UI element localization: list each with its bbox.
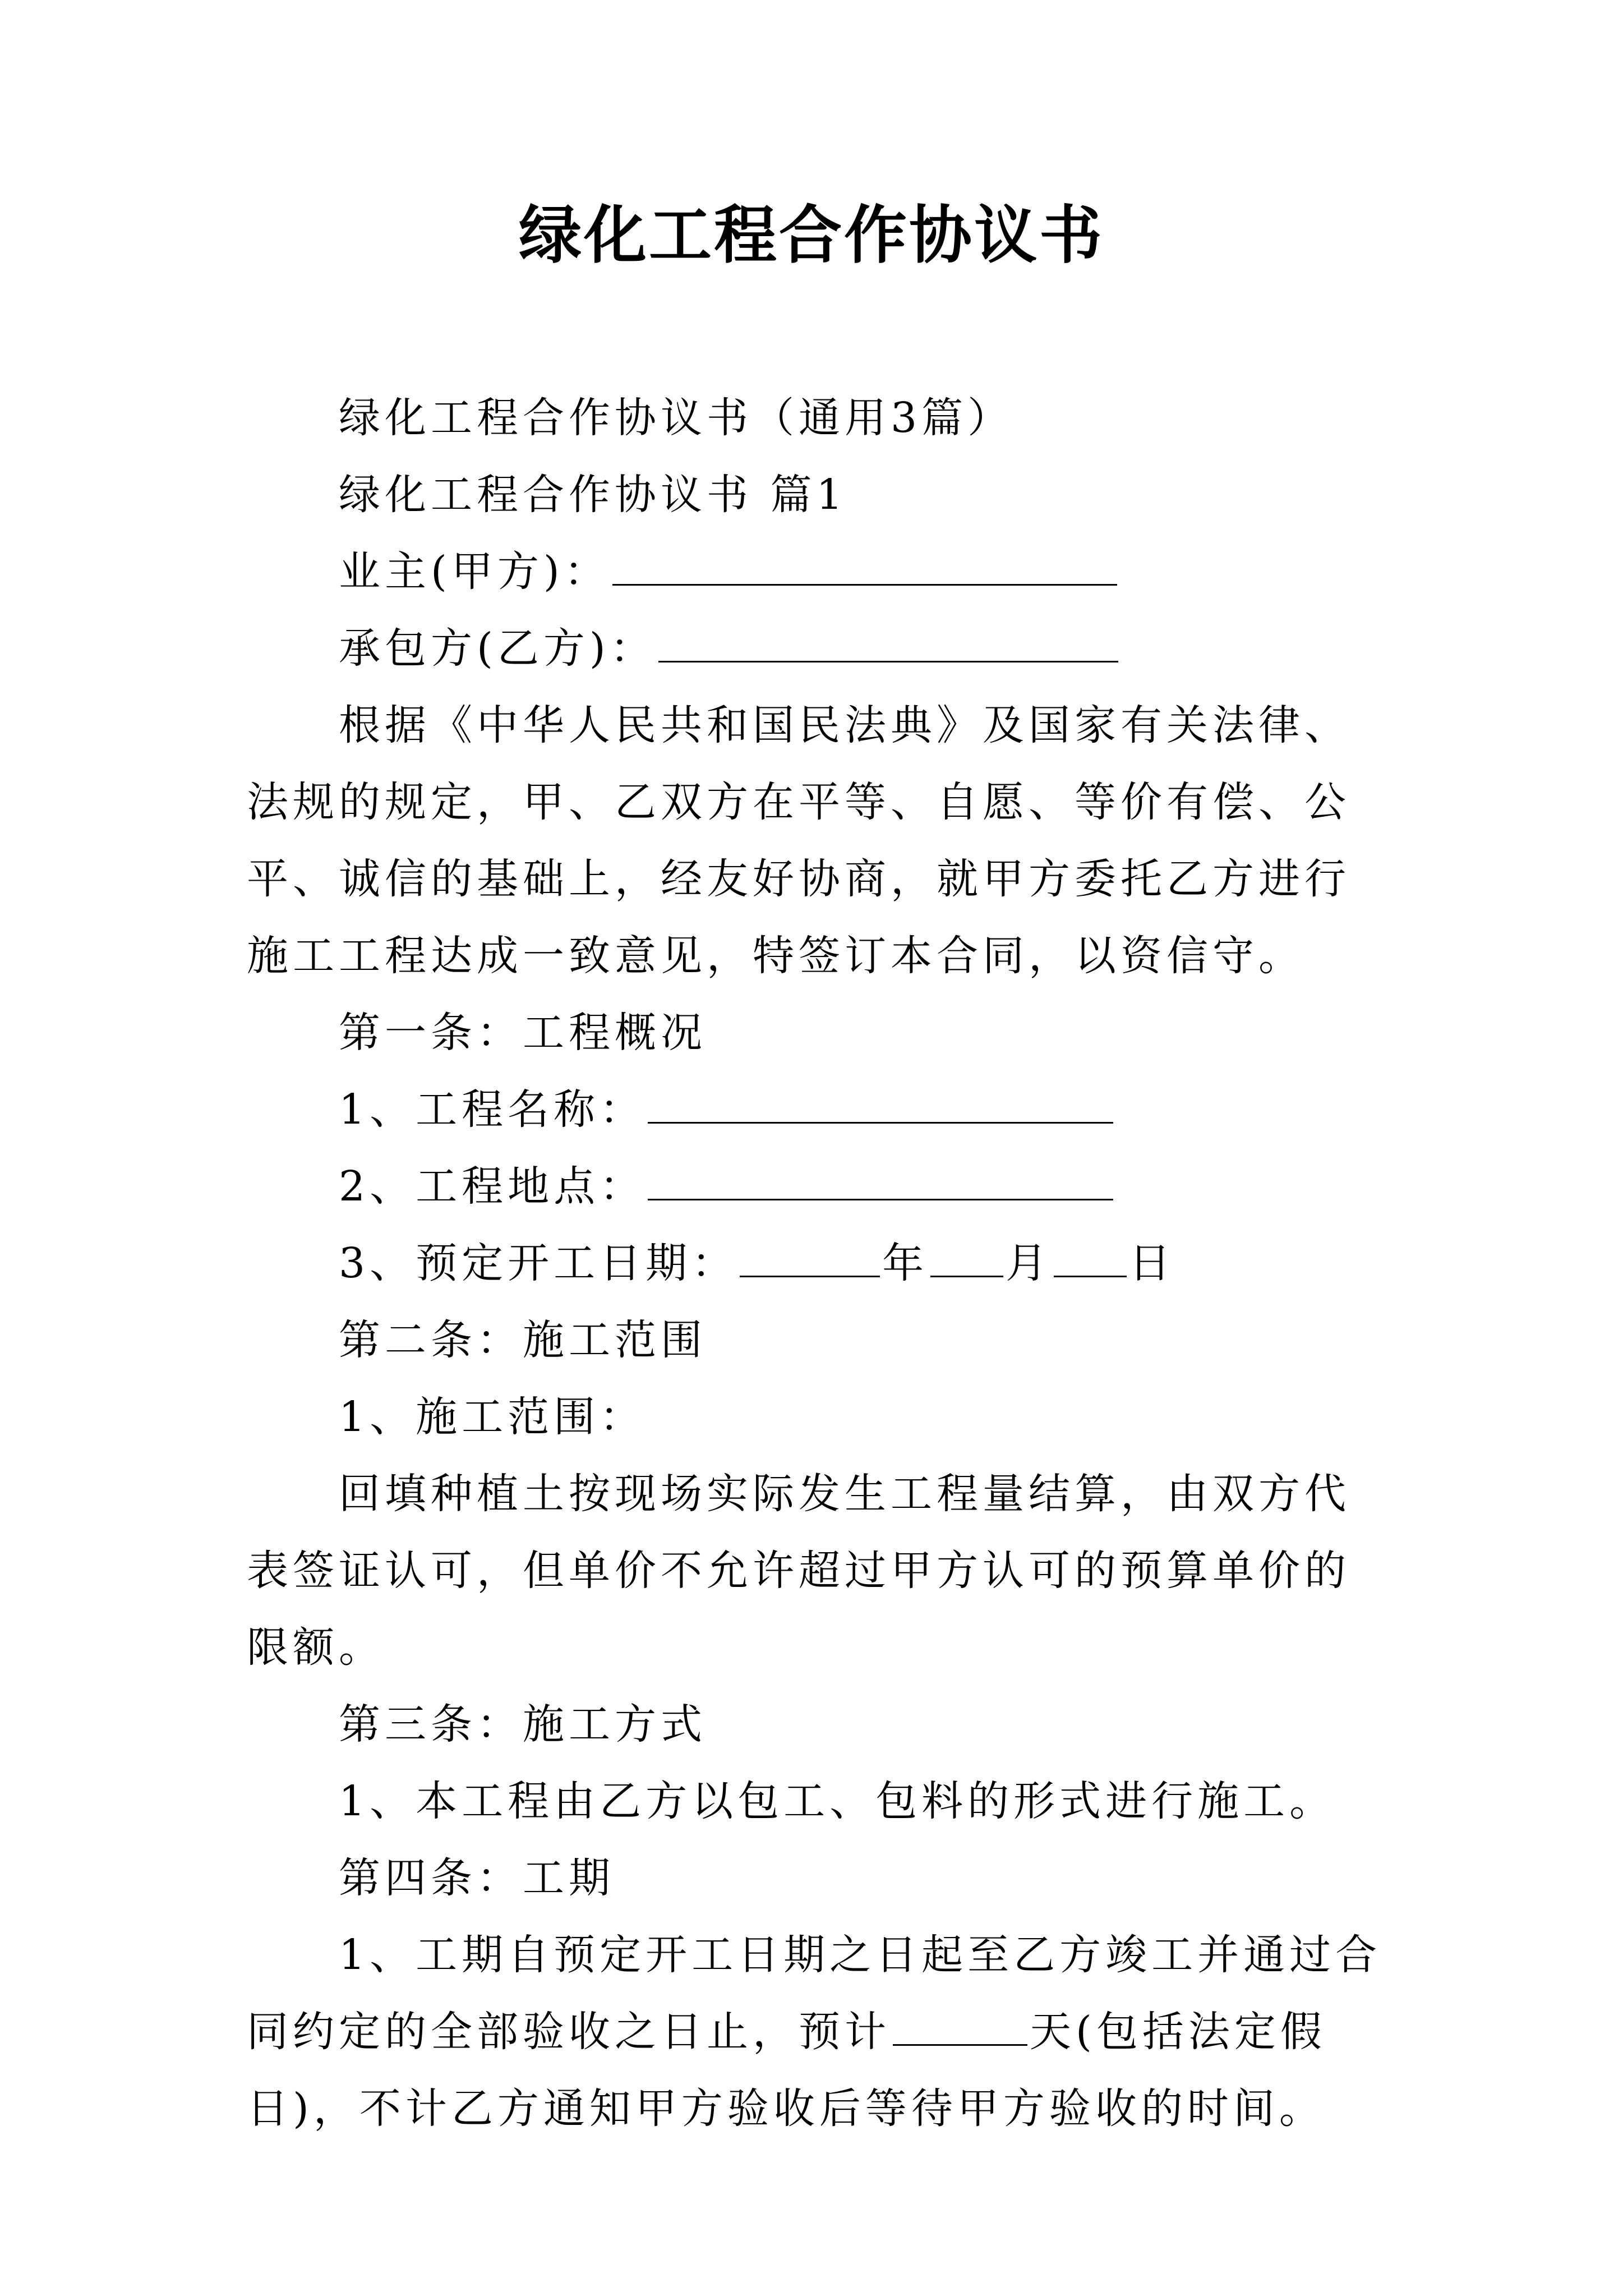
- scope-item: 1、施工范围：: [339, 1393, 646, 1441]
- document-body: [247, 380, 1391, 2147]
- project-location-label: 2、工程地点：: [339, 1162, 646, 1211]
- project-name-line: [247, 1071, 1391, 1148]
- day-blank: [1054, 1234, 1127, 1277]
- day-label: 日: [1129, 1239, 1175, 1287]
- article1-heading: 第一条：工程概况: [339, 1009, 707, 1057]
- article2-heading: 第二条：施工范围: [339, 1316, 707, 1364]
- owner-line: [247, 533, 1391, 610]
- section-heading: 绿化工程合作协议书 篇1: [339, 471, 847, 519]
- schedule-text-2: 天(包括法定假日)，不计乙方通知甲方验收后等待甲方验收的时间。: [247, 2008, 1326, 2133]
- project-name-label: 1、工程名称：: [339, 1085, 646, 1134]
- owner-label: 业主(甲方)：: [339, 547, 610, 596]
- project-location-blank: [648, 1157, 1113, 1200]
- year-blank: [740, 1234, 880, 1277]
- article4-heading: 第四条：工期: [339, 1854, 615, 1902]
- owner-blank: [612, 542, 1117, 586]
- start-date-label: 3、预定开工日期：: [339, 1239, 738, 1287]
- subtitle: 绿化工程合作协议书（通用3篇）: [339, 394, 1014, 442]
- intro-paragraph: 根据《中华人民共和国民法典》及国家有关法律、法规的规定，甲、乙双方在平等、自愿、等价有偿、公平、诚信的基础上，经友好协商，就甲方委托乙方进行施工工程达成一致意见，特签订本合同，以资信守。: [247, 701, 1350, 980]
- days-blank: [893, 2003, 1027, 2046]
- month-label: 月: [1006, 1239, 1052, 1287]
- method-item: 1、本工程由乙方以包工、包料的形式进行施工。: [339, 1777, 1336, 1825]
- schedule-text-1: 1、工期自预定开工日期之日起至乙方竣工并通过合同约定的全部验收之日止，预计: [247, 1931, 1382, 2056]
- month-blank: [930, 1234, 1003, 1277]
- document-title: 绿化工程合作协议书: [519, 199, 1104, 272]
- contractor-blank: [658, 619, 1118, 662]
- schedule-paragraph: [247, 1917, 1391, 2147]
- article3-heading: 第三条：施工方式: [339, 1700, 707, 1749]
- project-name-blank: [648, 1080, 1113, 1124]
- contractor-label: 承包方(乙方)：: [339, 624, 656, 673]
- contractor-line: [247, 610, 1391, 687]
- scope-paragraph: 回填种植土按现场实际发生工程量结算，由双方代表签证认可，但单价不允许超过甲方认可的预算单价的限额。: [247, 1470, 1350, 1672]
- year-label: 年: [882, 1239, 929, 1287]
- start-date-line: [247, 1225, 1391, 1302]
- project-location-line: [247, 1148, 1391, 1225]
